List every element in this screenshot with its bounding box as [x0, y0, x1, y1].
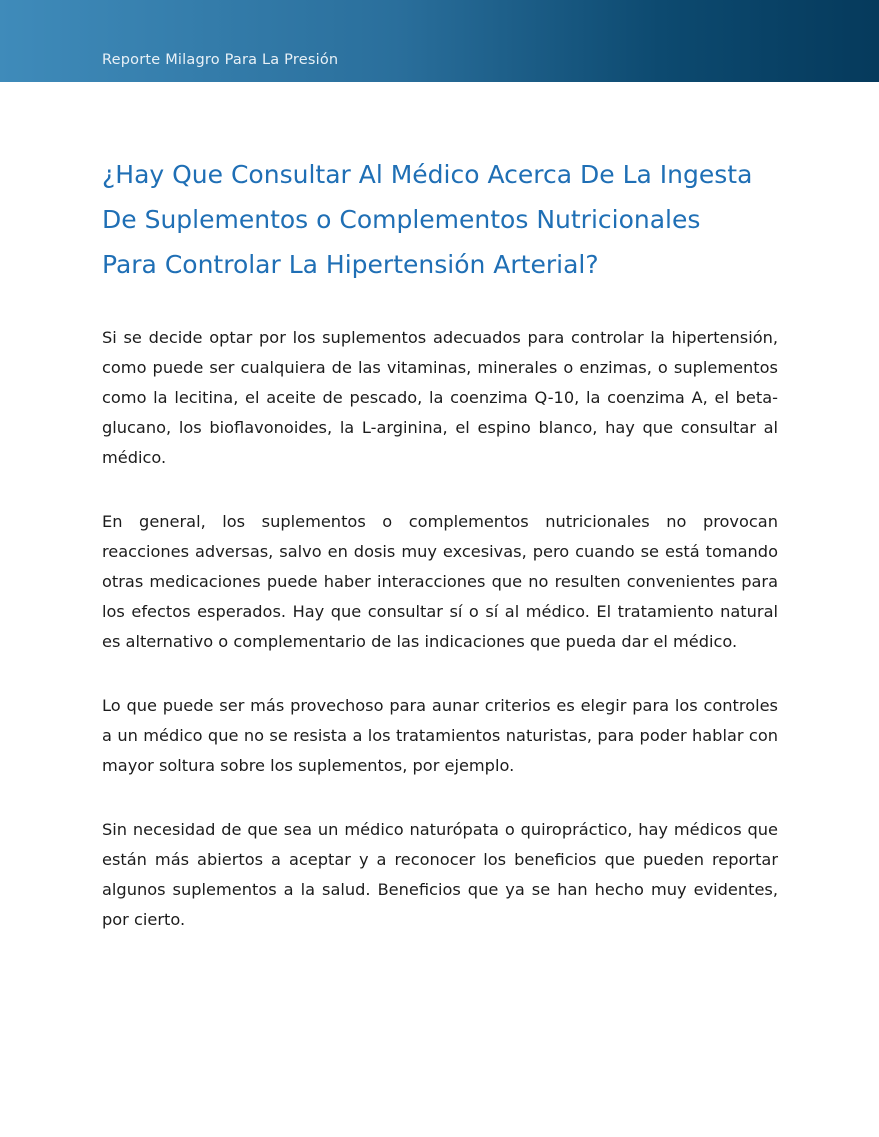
body-paragraph: Si se decide optar por los suplementos adecuados para controlar la hipertensión, como puede ser cualquiera de las vitaminas, minerales o enzimas, o suplementos como la lecitina, el aceite de pescado, la coenzima Q-10, la coenzima A, el beta-glucano, los bioflavonoides, la L-arginina, el espino blanco, hay que consultar al médico. [102, 328, 778, 467]
header-title: Reporte Milagro Para La Presión [102, 52, 339, 68]
body-paragraph: Lo que puede ser más provechoso para aunar criterios es elegir para los controles a un médico que no se resista a los tratamientos naturistas, para poder hablar con mayor soltura sobre los suplementos, por ejemplo. [102, 696, 778, 775]
heading-line: De Suplementos o Complementos Nutricionales [102, 205, 701, 234]
body-paragraph: Sin necesidad de que sea un médico naturópata o quiropráctico, hay médicos que están más abiertos a aceptar y a reconocer los beneficios que pueden reportar algunos suplementos a la salud. Beneficios que ya se han hecho muy evidentes, por cierto. [102, 820, 778, 929]
header-band [0, 0, 879, 82]
article-heading [102, 152, 782, 287]
heading-line: ¿Hay Que Consultar Al Médico Acerca De La Ingesta [102, 160, 753, 189]
article-body [102, 323, 778, 969]
body-paragraph: En general, los suplementos o complementos nutricionales no provocan reacciones adversas, salvo en dosis muy excesivas, pero cuando se está tomando otras medicaciones puede haber interacciones que no resulten convenientes para los efectos esperados. Hay que consultar sí o sí al médico. El tratamiento natural es alternativo o complementario de las indicaciones que pueda dar el médico. [102, 512, 778, 651]
heading-line: Para Controlar La Hipertensión Arterial? [102, 250, 599, 279]
